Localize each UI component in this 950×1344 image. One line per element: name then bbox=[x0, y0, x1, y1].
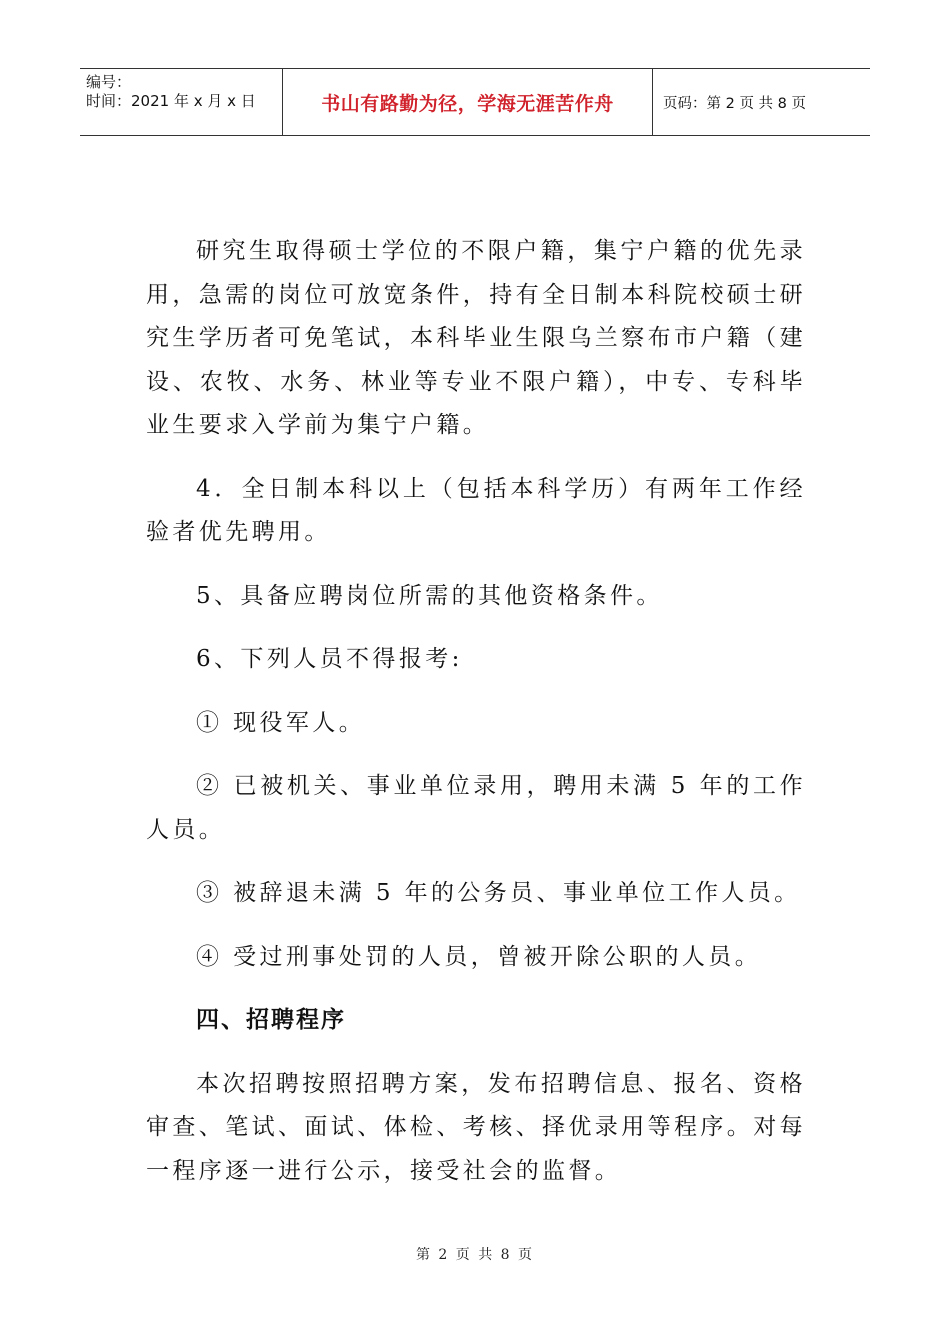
document-time-label: 时间：2021 年 x 月 x 日 bbox=[86, 92, 256, 110]
paragraph-exclusion-3: ③ 被辞退未满 5 年的公务员、事业单位工作人员。 bbox=[196, 880, 801, 906]
page-footer: 第 2 页 共 8 页 bbox=[415, 1247, 535, 1263]
header-motto: 书山有路勤为径，学海无涯苦作舟 bbox=[283, 69, 653, 135]
paragraph-residency: 研究生取得硕士学位的不限户籍，集宁户籍的优先录用，急需的岗位可放宽条件，持有全日制本科院校硕士研究生学历者可免笔试，本科毕业生限乌兰察布市户籍（建设、农牧、水务、林业等专业不限户籍），中专、专科毕业生要求入学前为集宁户籍。 bbox=[146, 238, 806, 438]
paragraph-exclusion-4: ④ 受过刑事处罚的人员，曾被开除公职的人员。 bbox=[196, 943, 762, 970]
paragraph-item-5: 5、具备应聘岗位所需的其他资格条件。 bbox=[196, 582, 663, 609]
paragraph-exclusion-1: ① 现役军人。 bbox=[196, 709, 366, 736]
paragraph-item-4: 4．全日制本科以上（包括本科学历）有两年工作经验者优先聘用。 bbox=[146, 475, 806, 545]
paragraph-item-6: 6、下列人员不得报考: bbox=[196, 646, 463, 672]
document-body bbox=[146, 230, 806, 1193]
header-meta bbox=[80, 69, 283, 135]
document-header bbox=[80, 68, 870, 136]
paragraph-exclusion-2: ② 已被机关、事业单位录用，聘用未满 5 年的工作人员。 bbox=[146, 773, 806, 843]
header-page-info: 页码：第 2 页 共 8 页 bbox=[663, 95, 806, 112]
paragraph-procedure: 本次招聘按照招聘方案，发布招聘信息、报名、资格审查、笔试、面试、体检、考核、择优录用等程序。对每一程序逐一进行公示，接受社会的监督。 bbox=[146, 1070, 806, 1184]
document-number-label: 编号： bbox=[86, 73, 132, 91]
section-heading-procedure: 四、招聘程序 bbox=[196, 1007, 346, 1033]
